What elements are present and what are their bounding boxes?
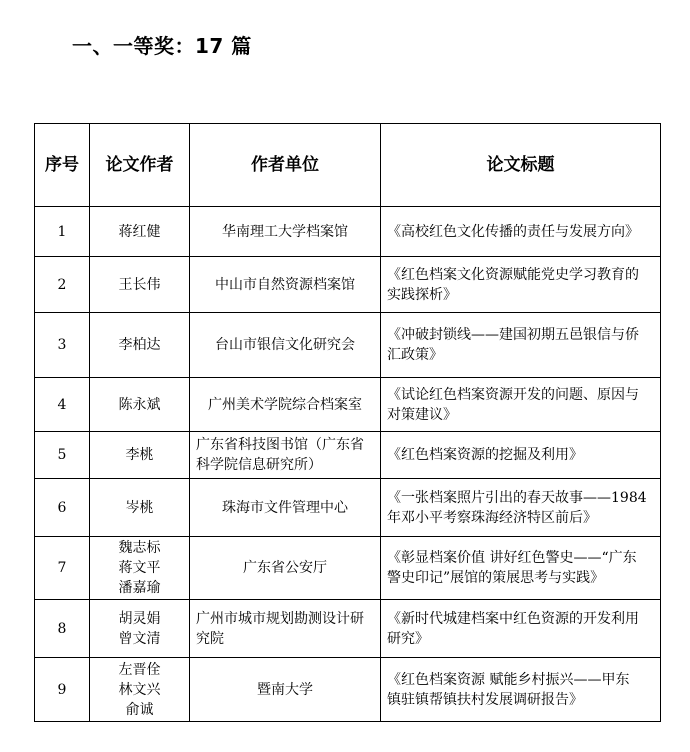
author-cell	[90, 313, 190, 378]
org-line: 究院	[196, 630, 224, 647]
author-cell	[90, 479, 190, 537]
org-line: 台山市银信文化研究会	[215, 337, 355, 353]
header-org: 作者单位	[190, 124, 381, 207]
title-line: 实践探析》	[387, 286, 457, 303]
title-line: 《红色档案文化资源赋能党史学习教育的	[387, 266, 639, 283]
org-line: 珠海市文件管理中心	[222, 499, 348, 516]
author-name: 岑桃	[125, 499, 154, 516]
author-cell	[90, 378, 190, 432]
title-cell	[381, 378, 661, 432]
author-cell	[90, 537, 190, 600]
author-name: 王长伟	[118, 276, 161, 293]
title-line: 《红色档案资源的挖掘及利用》	[387, 447, 583, 463]
org-cell	[190, 207, 381, 257]
header-title: 论文标题	[381, 124, 661, 207]
org-line: 中山市自然资源档案馆	[215, 276, 355, 293]
author-name: 潘嘉瑜	[118, 580, 161, 596]
author-cell	[90, 207, 190, 257]
author-name: 蒋文平	[118, 560, 161, 576]
table-row	[35, 479, 661, 537]
title-cell	[381, 257, 661, 313]
author-cell	[90, 600, 190, 658]
org-cell	[190, 313, 381, 378]
author-cell	[90, 257, 190, 313]
org-line: 广东省公安厅	[243, 560, 327, 576]
title-line: 对策建议》	[387, 406, 457, 423]
header-author: 论文作者	[90, 124, 190, 207]
title-line: 研究》	[387, 630, 429, 647]
row-number: 7	[35, 537, 90, 600]
table-row	[35, 257, 661, 313]
row-number: 6	[35, 479, 90, 537]
title-cell	[381, 313, 661, 378]
org-cell	[190, 479, 381, 537]
title-line: 镇驻镇帮镇扶村发展调研报告》	[387, 691, 583, 708]
row-number: 9	[35, 658, 90, 722]
org-cell	[190, 600, 381, 658]
row-number: 3	[35, 313, 90, 378]
title-cell	[381, 537, 661, 600]
table-row	[35, 600, 661, 658]
table-body	[35, 207, 661, 722]
row-number: 2	[35, 257, 90, 313]
title-line: 《红色档案资源 赋能乡村振兴——甲东	[387, 671, 630, 688]
author-name: 胡灵娟	[118, 610, 161, 627]
title-line: 年邓小平考察珠海经济特区前后》	[387, 509, 597, 526]
title-line: 《试论红色档案资源开发的问题、原因与	[387, 386, 639, 403]
author-cell	[90, 432, 190, 479]
author-name: 左晋佺	[118, 661, 161, 678]
title-cell	[381, 207, 661, 257]
author-name: 蒋红健	[118, 223, 161, 240]
org-cell	[190, 537, 381, 600]
table-row	[35, 432, 661, 479]
table-row	[35, 313, 661, 378]
row-number: 8	[35, 600, 90, 658]
awards-table	[34, 123, 661, 722]
section-heading: 一、一等奖：17 篇	[72, 34, 252, 58]
author-name: 俞诚	[125, 701, 154, 718]
row-number: 4	[35, 378, 90, 432]
author-name: 林文兴	[118, 681, 161, 698]
title-line: 《彰显档案价值 讲好红色警史——“广东	[387, 550, 637, 566]
header-row	[35, 124, 661, 207]
title-cell	[381, 600, 661, 658]
row-number: 1	[35, 207, 90, 257]
author-name: 李柏达	[118, 337, 161, 353]
title-line: 《高校红色文化传播的责任与发展方向》	[387, 223, 639, 240]
org-line: 暨南大学	[257, 681, 313, 698]
org-line: 华南理工大学档案馆	[222, 223, 348, 240]
org-cell	[190, 432, 381, 479]
table-row	[35, 378, 661, 432]
title-cell	[381, 479, 661, 537]
table-row	[35, 537, 661, 600]
author-name: 魏志标	[118, 540, 161, 556]
title-line: 《冲破封锁线——建国初期五邑银信与侨	[387, 327, 639, 343]
title-line: 《一张档案照片引出的春天故事——1984	[387, 489, 647, 506]
row-number: 5	[35, 432, 90, 479]
author-name: 李桃	[125, 447, 154, 463]
org-line: 科学院信息研究所）	[196, 457, 322, 473]
title-line: 《新时代城建档案中红色资源的开发利用	[387, 610, 639, 627]
author-name: 曾文清	[118, 630, 161, 647]
title-line: 汇政策》	[387, 347, 443, 363]
org-cell	[190, 378, 381, 432]
org-cell	[190, 257, 381, 313]
table-row	[35, 658, 661, 722]
org-cell	[190, 658, 381, 722]
header-no: 序号	[35, 124, 90, 207]
author-cell	[90, 658, 190, 722]
table-row	[35, 207, 661, 257]
author-name: 陈永斌	[118, 396, 161, 413]
org-line: 广东省科技图书馆（广东省	[196, 437, 364, 453]
title-cell	[381, 432, 661, 479]
org-line: 广州美术学院综合档案室	[208, 396, 362, 413]
title-line: 警史印记”展馆的策展思考与实践》	[387, 570, 605, 586]
title-cell	[381, 658, 661, 722]
table-header	[35, 124, 661, 207]
org-line: 广州市城市规划勘测设计研	[196, 610, 364, 627]
